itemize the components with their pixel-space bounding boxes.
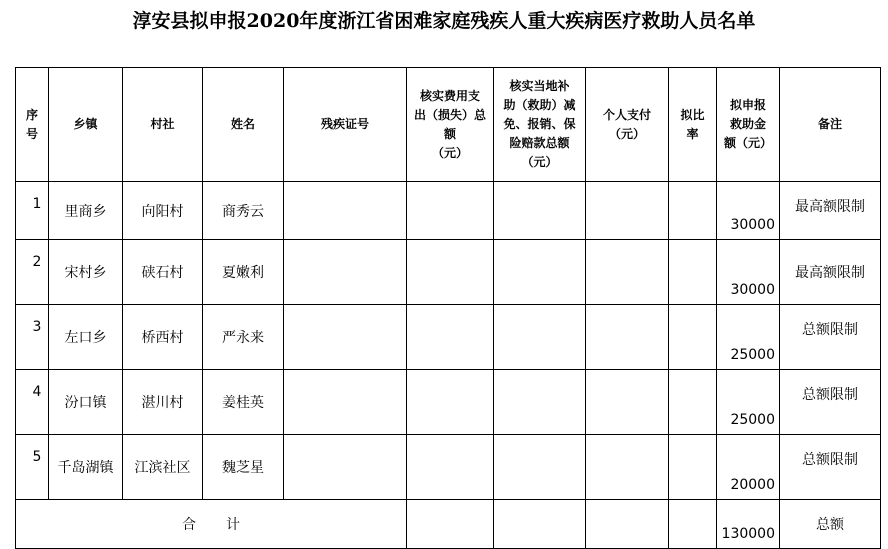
table-row: [16, 240, 881, 305]
cell-name: 姜桂英: [203, 370, 284, 435]
cell-ratio: [669, 240, 717, 305]
cell-subsidy: [494, 305, 586, 370]
cell-remark: 总额限制: [780, 435, 881, 500]
table-row: [16, 370, 881, 435]
cell-amount: 20000: [717, 435, 780, 500]
cell-village: 桥西村: [123, 305, 203, 370]
cell-name: 严永来: [203, 305, 284, 370]
total-verified-total: [407, 500, 494, 549]
cell-amount: 25000: [717, 370, 780, 435]
header-ratio: 拟比 率: [669, 68, 717, 182]
cell-village: 江滨社区: [123, 435, 203, 500]
cell-village: 向阳村: [123, 182, 203, 240]
cell-name: 商秀云: [203, 182, 284, 240]
cell-village: 硖石村: [123, 240, 203, 305]
cell-certificate: [284, 182, 407, 240]
cell-seq: 4: [16, 370, 49, 435]
cell-town: 千岛湖镇: [49, 435, 123, 500]
table-row: [16, 182, 881, 240]
total-subsidy: [494, 500, 586, 549]
total-row: [16, 500, 881, 549]
cell-seq: 1: [16, 182, 49, 240]
cell-personal: [586, 305, 669, 370]
cell-verified-total: [407, 240, 494, 305]
cell-seq: 5: [16, 435, 49, 500]
cell-seq: 2: [16, 240, 49, 305]
header-apply-amount: 拟申报 救助金 额（元）: [717, 68, 780, 182]
cell-verified-total: [407, 370, 494, 435]
total-personal: [586, 500, 669, 549]
total-label-left: 合: [182, 517, 196, 533]
cell-verified-total: [407, 182, 494, 240]
cell-remark: 总额限制: [780, 305, 881, 370]
cell-ratio: [669, 305, 717, 370]
header-personal: 个人支付 （元）: [586, 68, 669, 182]
cell-name: 夏嫩利: [203, 240, 284, 305]
header-remark: 备注: [780, 68, 881, 182]
cell-certificate: [284, 370, 407, 435]
cell-remark: 最高额限制: [780, 240, 881, 305]
total-label-right: 计: [226, 517, 240, 533]
header-certificate: 残疾证号: [284, 68, 407, 182]
cell-town: 宋村乡: [49, 240, 123, 305]
page-title: 淳安县拟申报2020年度浙江省困难家庭残疾人重大疾病医疗救助人员名单: [132, 10, 756, 32]
cell-subsidy: [494, 370, 586, 435]
header-seq: 序 号: [16, 68, 49, 182]
cell-village: 湛川村: [123, 370, 203, 435]
cell-amount: 30000: [717, 240, 780, 305]
cell-subsidy: [494, 182, 586, 240]
header-subsidy: 核实当地补 助（救助）减 免、报销、保 险赔款总额 （元）: [494, 68, 586, 182]
cell-seq: 3: [16, 305, 49, 370]
cell-town: 里商乡: [49, 182, 123, 240]
cell-amount: 30000: [717, 182, 780, 240]
cell-verified-total: [407, 305, 494, 370]
cell-certificate: [284, 305, 407, 370]
table-row: [16, 305, 881, 370]
header-name: 姓名: [203, 68, 284, 182]
header-verified-total: 核实费用支 出（损失）总 额 （元）: [407, 68, 494, 182]
cell-personal: [586, 240, 669, 305]
cell-certificate: [284, 240, 407, 305]
cell-town: 左口乡: [49, 305, 123, 370]
cell-personal: [586, 370, 669, 435]
cell-amount: 25000: [717, 305, 780, 370]
total-amount: 130000: [717, 500, 780, 549]
total-label: [16, 500, 407, 549]
cell-subsidy: [494, 240, 586, 305]
cell-remark: 总额限制: [780, 370, 881, 435]
total-remark: 总额: [780, 500, 881, 549]
header-village: 村社: [123, 68, 203, 182]
cell-name: 魏芝星: [203, 435, 284, 500]
cell-personal: [586, 182, 669, 240]
table-header-row: [16, 68, 881, 182]
cell-town: 汾口镇: [49, 370, 123, 435]
header-town: 乡镇: [49, 68, 123, 182]
cell-ratio: [669, 370, 717, 435]
total-ratio: [669, 500, 717, 549]
applicant-table: [15, 67, 881, 549]
cell-ratio: [669, 182, 717, 240]
cell-remark: 最高额限制: [780, 182, 881, 240]
